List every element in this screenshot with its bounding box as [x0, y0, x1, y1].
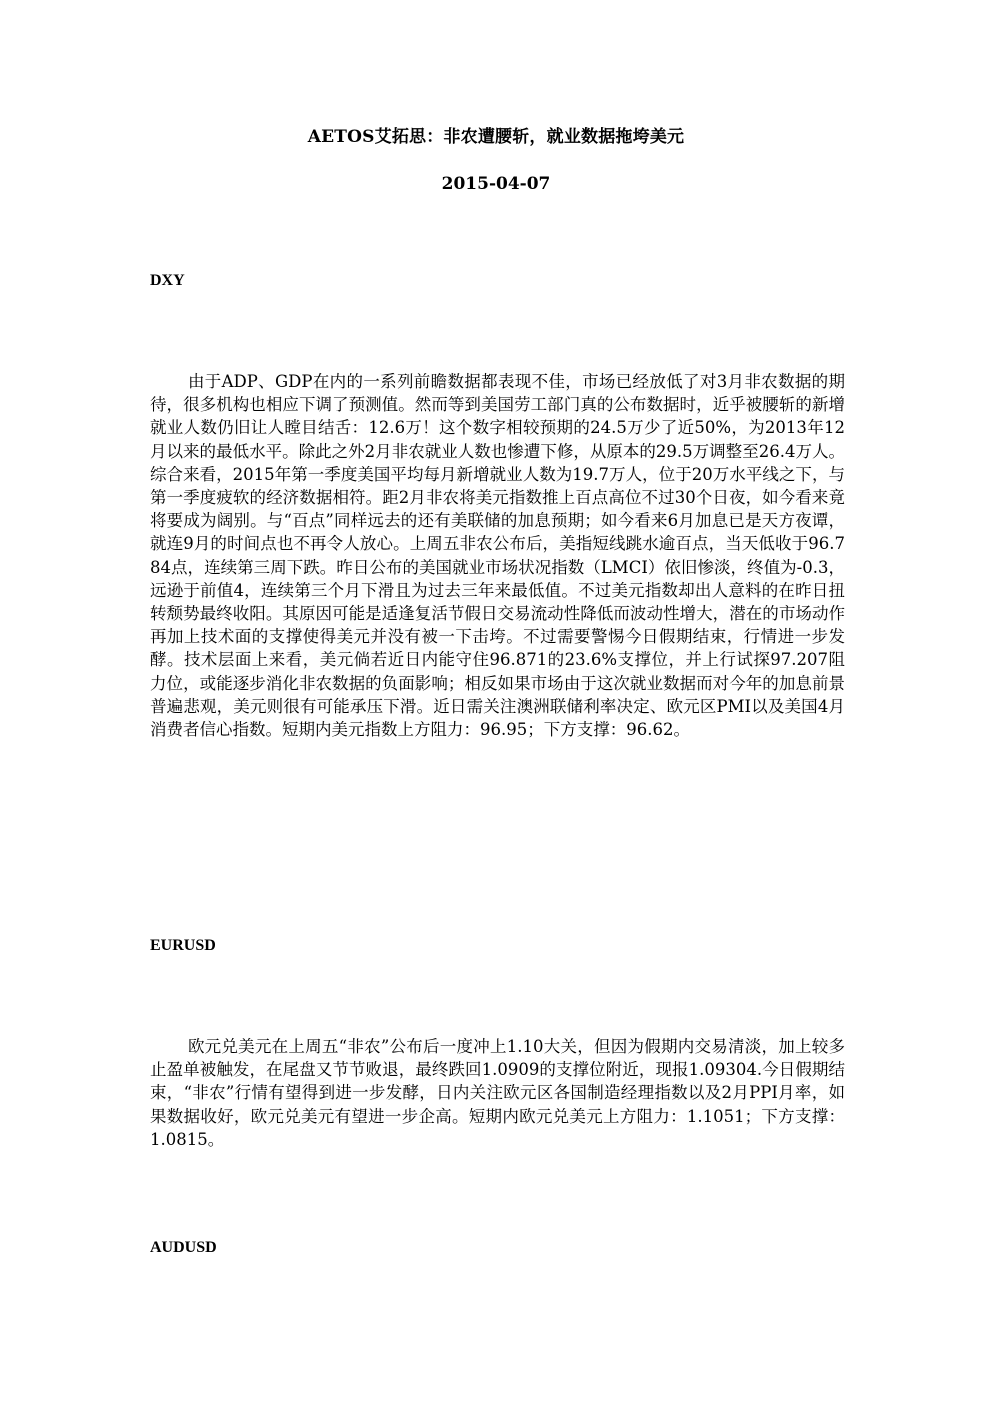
section-heading-audusd: AUDUSD [150, 1239, 217, 1256]
section-body-dxy: 由于ADP、GDP在内的一系列前瞻数据都表现不佳，市场已经放低了对3月非农数据的期待，很多机构也相应下调了预测值。然而等到美国劳工部门真的公布数据时，近乎被腰斩的新增就业人数仍旧让人瞠目结舌：12.6万！这个数字相较预期的24.5万少了近50%，为2013年12月以来的最低水平。除此之外2月非农就业人数也惨遭下修，从原本的29.5万调整至26.4万人。综合来看，2015年第一季度美国平均每月新增就业人数为19.7万人，位于20万水平线之下，与第一季度疲软的经济数据相符。距2月非农将美元指数推上百点高位不过30个日夜，如今看来竟将要成为阔别。与“百点”同样远去的还有美联储的加息预期；如今看来6月加息已是天方夜谭，就连9月的时间点也不再令人放心。上周五非农公布后，美指短线跳水逾百点，当天低收于96.784点，连续第三周下跌。昨日公布的美国就业市场状况指数（LMCI）依旧惨淡，终值为-0.3，远逊于前值4，连续第三个月下滑且为过去三年来最低值。不过美元指数却出人意料的在昨日扭转颓势最终收阳。其原因可能是适逢复活节假日交易流动性降低而波动性增大，潜在的市场动作再加上技术面的支撑使得美元并没有被一下击垮。不过需要警惕今日假期结束，行情进一步发酵。技术层面上来看，美元倘若近日内能守住96.871的23.6%支撑位，并上行试探97.207阻力位，或能逐步消化非农数据的负面影响；相反如果市场由于这次就业数据而对今年的加息前景普遍悲观，美元则很有可能承压下滑。近日需关注澳洲联储利率决定、欧元区PMI以及美国4月消费者信心指数。短期内美元指数上方阻力：96.95；下方支撑：96.62。 [150, 372, 845, 740]
section-heading-eurusd: EURUSD [150, 937, 216, 954]
section-body-eurusd: 欧元兑美元在上周五“非农”公布后一度冲上1.10大关，但因为假期内交易清淡，加上较多止盈单被触发，在尾盘又节节败退，最终跌回1.0909的支撑位附近，现报1.09304.今日假期结束，“非农”行情有望得到进一步发酵，日内关注欧元区各国制造经理指数以及2月PPI月率，如果数据收好，欧元兑美元有望进一步企高。短期内欧元兑美元上方阻力：1.1051；下方支撑：1.0815。 [150, 1037, 845, 1149]
section-heading-dxy: DXY [150, 272, 185, 289]
document-title: AETOS艾拓思：非农遭腰斩，就业数据拖垮美元 [307, 127, 685, 147]
document-date: 2015-04-07 [441, 174, 551, 194]
